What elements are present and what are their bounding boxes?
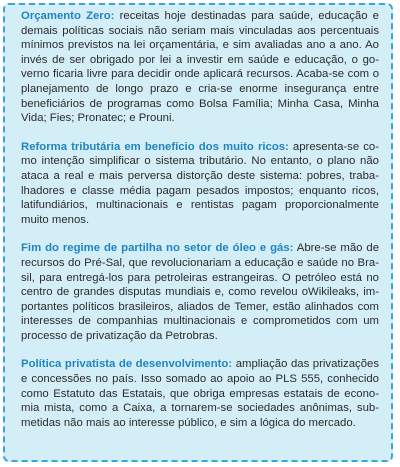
paragraph-text: Abre-se mão de recursos do Pré-Sal, que revolucionariam a educação e saúde no Brasil, para entregá-los para petroleiras estrangeiras. O petróleo está no centro de grandes disputas mundiais e, como revelou oWikileaks, importantes políticos brasileiros, aliados de Temer, estão alinhados com interesses de companhias multinacionais e comprometidos com um processo de privatização da Petrobras.: [21, 242, 379, 342]
paragraph-text: apresenta-se como intenção simplificar o sistema tributário. No entanto, o plano não ataca a real e mais perversa distorção deste sistema: pobres, trabalhadores e classe média pagam pesados impostos; enquanto ricos, latifundiários, multinacionais e rentistas pagam proporcionalmente muito menos.: [21, 140, 379, 226]
paragraph-heading: Fim do regime de partilha no setor de óleo e gás:: [21, 242, 294, 255]
paragraph-politica-privatista: [21, 357, 379, 430]
paragraph-heading: Reforma tributária em benefício dos muito ricos:: [21, 140, 289, 153]
paragraph-fim-regime-partilha: [21, 241, 379, 343]
paragraph-text: receitas hoje destinadas para saúde, educação e demais políticas sociais não seriam mais vinculadas aos percentuais mínimos previstos na lei orçamentária, e sim avaliadas ano a ano. Ao invés de ser obrigado por lei a investir em saúde e educação, o governo ficaria livre para decidir onde aplicará recursos. Acaba-se com o planejamento de longo prazo e cria-se enorme insegurança entre beneficiários de programas como Bolsa Família; Minha Casa, Minha Vida; Fies; Pronatec; e Prouni.: [21, 10, 379, 125]
paragraph-heading: Política privatista de desenvolvimento:: [21, 358, 233, 371]
info-box: [3, 3, 393, 462]
paragraph-reforma-tributaria: [21, 140, 379, 228]
paragraph-orcamento-zero: [21, 9, 379, 126]
paragraph-heading: Orçamento Zero:: [21, 10, 115, 22]
paragraph-text: ampliação das privatizações e concessões no país. Isso somado ao apoio ao PLS 555, conhecido como Estatuto das Estatais, que obriga empresas estatais de economia mista, como a Caixa, a tornarem-se sociedades anônimas, submetidas não mais ao interesse público, e sim a lógica do mercado.: [21, 358, 380, 429]
